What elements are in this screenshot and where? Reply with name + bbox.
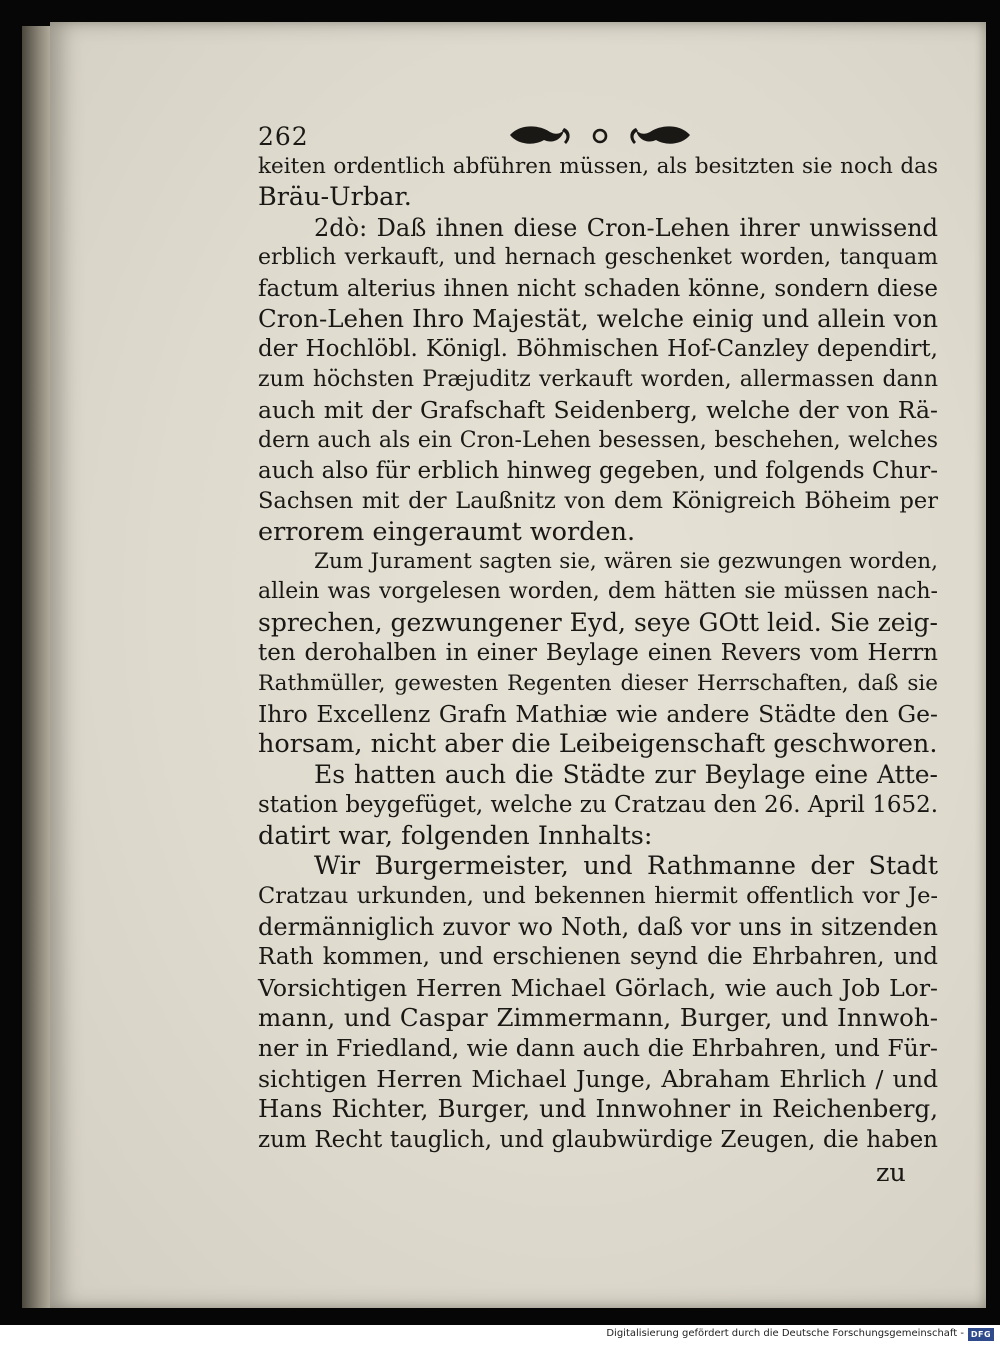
text-line: der Hochlöbl. Königl. Böhmischen Hof-Canzley dependirt, [258, 336, 938, 363]
text-line: Wir Burgermeister, und Rathmanne der Stadt [314, 850, 938, 881]
text-line: horsam, nicht aber die Leibeigenschaft geschworen. [258, 729, 938, 760]
text-line: Ihro Excellenz Grafn Mathiæ wie andere Städte den Ge- [258, 700, 938, 729]
page-number: 262 [258, 122, 309, 151]
text-line: zum höchsten Præjuditz verkauft worden, allermassen dann [258, 366, 938, 392]
text-line: Hans Richter, Burger, und Innwohner in Reichenberg, [258, 1094, 938, 1124]
catchword: zu [876, 1158, 906, 1188]
printer-ornament-icon [500, 120, 700, 150]
text-line: dern auch als ein Cron-Lehen besessen, beschehen, welches [258, 427, 938, 453]
text-line: mann, und Caspar Zimmermann, Burger, und Innwoh- [258, 1002, 938, 1032]
page-header [258, 118, 938, 154]
text-line: errorem eingeraumt worden. [258, 516, 636, 547]
text-line: 2dò: Daß ihnen diese Cron-Lehen ihrer unwissend [314, 213, 938, 242]
text-line: sichtigen Herren Michael Junge, Abraham Ehrlich / und [258, 1064, 938, 1093]
text-line: Es hatten auch die Städte zur Beylage eine Atte- [314, 759, 938, 789]
text-line: erblich verkauft, und hernach geschenket worden, tanquam [258, 245, 938, 271]
text-line: factum alterius ihnen nicht schaden könne, sondern diese [258, 275, 938, 302]
text-line: Zum Jurament sagten sie, wären sie gezwungen worden, [314, 549, 938, 575]
text-line: station beygefüget, welche zu Cratzau den 26. April 1652. [258, 792, 939, 819]
text-line: sprechen, gezwungener Eyd, seye GOtt leid. Sie zeig- [258, 607, 938, 637]
text-line: dermänniglich zuvor wo Noth, daß vor uns in sitzenden [258, 912, 938, 941]
text-line: keiten ordentlich abführen müssen, als besitzten sie noch das [258, 154, 938, 179]
text-line: Sachsen mit der Laußnitz von dem Königreich Böheim per [258, 488, 938, 515]
text-line: Rathmüller, gewesten Regenten dieser Herrschaften, daß sie [258, 670, 938, 696]
text-line: ner in Friedland, wie dann auch die Ehrbahren, und Für- [258, 1034, 938, 1063]
dfg-logo-icon[interactable]: DFG [968, 1328, 994, 1341]
text-line: auch mit der Grafschaft Seidenberg, welche der von Rä- [258, 396, 938, 425]
funding-credit: Digitalisierung gefördert durch die Deutsche Forschungsgemeinschaft - [606, 1328, 964, 1339]
text-line: zum Recht tauglich, und glaubwürdige Zeugen, die haben [258, 1126, 938, 1153]
text-line: Vorsichtigen Herren Michael Görlach, wie auch Job Lor- [258, 973, 938, 1002]
text-line: allein was vorgelesen worden, dem hätten sie müssen nach- [258, 579, 938, 605]
text-line: Cratzau urkunden, und bekennen hiermit offentlich vor Je- [258, 883, 938, 910]
footer-bar [0, 1325, 1000, 1345]
text-line: Rath kommen, und erschienen seynd die Ehrbahren, und [258, 944, 938, 971]
body-text [258, 152, 938, 1155]
text-line: Bräu-Urbar. [258, 182, 412, 213]
text-line: datirt war, folgenden Innhalts: [258, 820, 653, 851]
text-line: Cron-Lehen Ihro Majestät, welche einig und allein von [258, 303, 938, 333]
text-line: auch also für erblich hinweg gegeben, und folgends Chur- [258, 457, 938, 484]
text-line: ten derohalben in einer Beylage einen Revers vom Herrn [258, 640, 938, 667]
